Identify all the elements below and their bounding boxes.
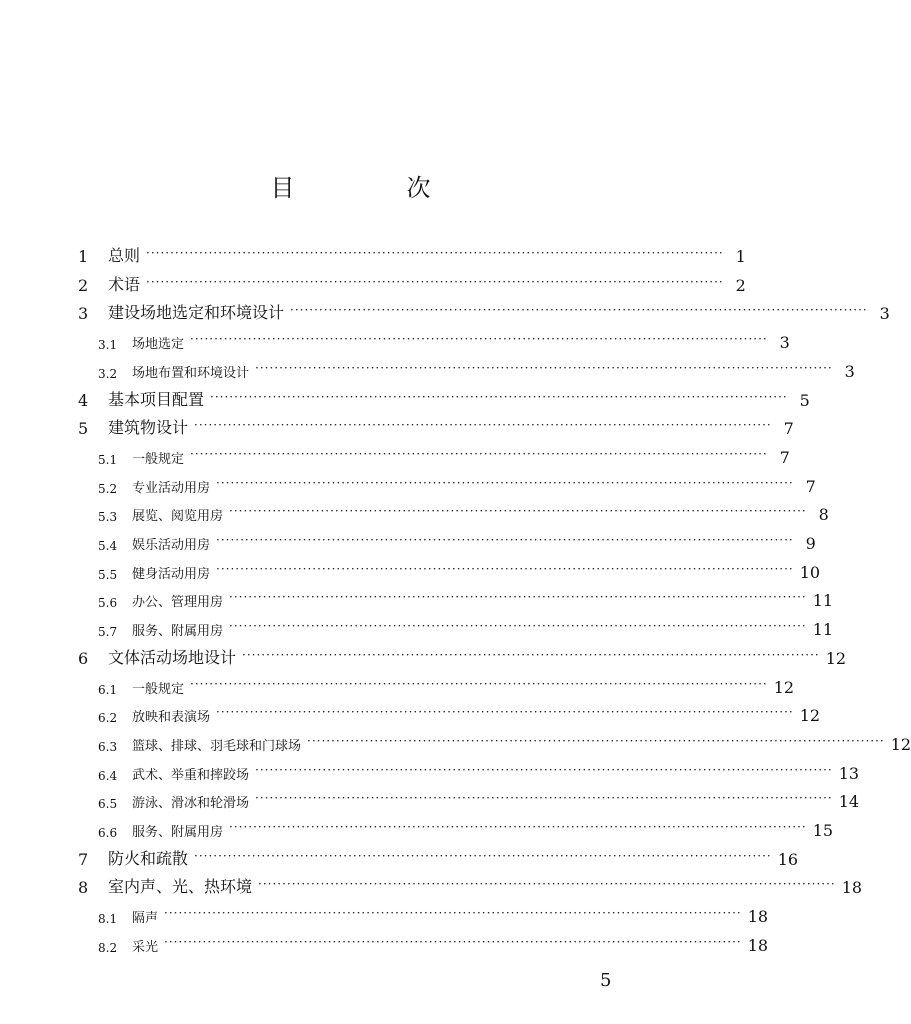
toc-chapter-entry[interactable] (78, 642, 847, 668)
toc-entry-title: 基本项目配置 (108, 390, 205, 409)
toc-leader-dots: ························································································································ (255, 763, 833, 777)
toc-entry-number: 6.6 (98, 826, 118, 840)
toc-entry-title: 场地布置和环境设计 (132, 366, 250, 381)
toc-section-entry[interactable] (78, 613, 834, 639)
toc-entry-title: 建筑物设计 (108, 418, 189, 437)
toc-chapter-entry[interactable] (78, 871, 863, 897)
toc-section-entry[interactable] (78, 929, 769, 955)
toc-entry-number: 6.3 (98, 740, 118, 754)
toc-entry-number: 5.7 (98, 625, 118, 639)
toc-entry-number: 6.2 (98, 711, 118, 725)
toc-entry-number: 1 (78, 247, 89, 266)
toc-entry-title: 场地选定 (132, 337, 185, 352)
toc-entry-page: 16 (777, 850, 799, 869)
toc-entry-title: 健身活动用房 (132, 567, 211, 582)
toc-section-entry[interactable] (78, 527, 816, 553)
toc-leader-dots: ························································································································ (194, 849, 772, 863)
toc-entry-page: 11 (812, 620, 834, 639)
toc-section-entry[interactable] (78, 584, 834, 610)
toc-entry-title: 一般规定 (132, 682, 185, 697)
page-title: 目 次 (270, 174, 475, 202)
toc-entry-page: 15 (812, 821, 834, 840)
toc-leader-dots: ························································································································ (216, 562, 794, 576)
toc-entry-number: 5.4 (98, 539, 118, 553)
toc-leader-dots: ························································································································ (229, 619, 807, 633)
toc-leader-dots: ························································································································ (255, 361, 833, 375)
toc-entry-title: 放映和表演场 (132, 710, 211, 725)
toc-entry-number: 6.4 (98, 769, 118, 783)
toc-entry-page: 3 (779, 333, 790, 352)
toc-entry-title: 术语 (108, 275, 141, 294)
toc-section-entry[interactable] (78, 671, 795, 697)
toc-entry-number: 8.2 (98, 941, 118, 955)
toc-entry-title: 采光 (132, 940, 159, 955)
toc-chapter-entry[interactable] (78, 843, 799, 869)
toc-section-entry[interactable] (78, 355, 855, 381)
toc-section-entry[interactable] (78, 326, 790, 352)
toc-leader-dots: ························································································································ (258, 877, 836, 891)
toc-chapter-entry[interactable] (78, 412, 794, 438)
toc-entry-page: 18 (841, 878, 863, 897)
toc-leader-dots: ························································································································ (216, 476, 794, 490)
toc-leader-dots: ························································································································ (242, 648, 820, 662)
toc-entry-page: 7 (779, 448, 790, 467)
toc-entry-title: 娱乐活动用房 (132, 538, 211, 553)
toc-entry-page: 12 (799, 706, 821, 725)
toc-entry-page: 18 (747, 907, 769, 926)
toc-entry-title: 隔声 (132, 911, 159, 926)
toc-entry-number: 5.2 (98, 482, 118, 496)
toc-leader-dots: ························································································································ (229, 504, 807, 518)
toc-section-entry[interactable] (78, 441, 790, 467)
toc-leader-dots: ························································································································ (229, 590, 807, 604)
toc-entry-number: 3.2 (98, 367, 118, 381)
toc-section-entry[interactable] (78, 699, 821, 725)
toc-section-entry[interactable] (78, 785, 860, 811)
toc-entry-number: 6 (78, 649, 89, 668)
toc-entry-number: 3.1 (98, 338, 118, 352)
page-number: 5 (600, 970, 612, 991)
toc-entry-title: 服务、附属用房 (132, 825, 224, 840)
toc-entry-page: 5 (799, 391, 810, 410)
toc-leader-dots: ························································································································ (190, 332, 768, 346)
toc-leader-dots: ························································································································ (190, 677, 768, 691)
toc-entry-number: 6.5 (98, 797, 118, 811)
toc-entry-number: 3 (78, 304, 89, 323)
toc-entry-number: 5.3 (98, 510, 118, 524)
toc-leader-dots: ························································································································ (164, 906, 742, 920)
toc-entry-number: 8 (78, 878, 89, 897)
toc-leader-dots: ························································································································ (229, 820, 807, 834)
toc-entry-page: 12 (825, 649, 847, 668)
toc-leader-dots: ························································································································ (190, 447, 768, 461)
toc-entry-title: 室内声、光、热环境 (108, 877, 253, 896)
toc-section-entry[interactable] (78, 498, 829, 524)
toc-entry-number: 8.1 (98, 912, 118, 926)
toc-entry-page: 2 (735, 276, 746, 295)
toc-entry-title: 展览、阅览用房 (132, 509, 224, 524)
toc-entry-page: 12 (773, 678, 795, 697)
toc-entry-title: 服务、附属用房 (132, 624, 224, 639)
toc-entry-number: 7 (78, 850, 89, 869)
toc-leader-dots: ························································································································ (216, 705, 794, 719)
toc-entry-number: 2 (78, 276, 89, 295)
toc-entry-page: 7 (805, 477, 816, 496)
toc-entry-page: 1 (735, 247, 746, 266)
toc-section-entry[interactable] (78, 757, 860, 783)
toc-entry-title: 建设场地选定和环境设计 (108, 303, 285, 322)
toc-entry-page: 3 (879, 304, 890, 323)
toc-entry-title: 武术、举重和摔跤场 (132, 768, 250, 783)
toc-leader-dots: ························································································································ (194, 418, 772, 432)
toc-leader-dots: ························································································································ (210, 390, 788, 404)
toc-entry-title: 文体活动场地设计 (108, 648, 237, 667)
toc-entry-page: 12 (890, 735, 911, 754)
toc-entry-title: 总则 (108, 246, 141, 265)
toc-entry-number: 5.5 (98, 568, 118, 582)
toc-entry-page: 11 (812, 591, 834, 610)
toc-leader-dots: ························································································································ (146, 246, 724, 260)
toc-leader-dots: ························································································································ (146, 275, 724, 289)
toc-entry-title: 一般规定 (132, 452, 185, 467)
toc-section-entry[interactable] (78, 728, 911, 754)
toc-entry-number: 5 (78, 419, 89, 438)
toc-entry-page: 3 (844, 362, 855, 381)
toc-chapter-entry[interactable] (78, 297, 890, 323)
toc-leader-dots: ························································································································ (216, 533, 794, 547)
toc-entry-page: 10 (799, 563, 821, 582)
toc-entry-page: 8 (818, 505, 829, 524)
toc-entry-page: 13 (838, 764, 860, 783)
toc-section-entry[interactable] (78, 814, 834, 840)
toc-chapter-entry[interactable] (78, 269, 746, 295)
toc-entry-title: 防火和疏散 (108, 849, 189, 868)
toc-entry-number: 6.1 (98, 683, 118, 697)
toc-entry-number: 5.6 (98, 596, 118, 610)
toc-leader-dots: ························································································································ (164, 935, 742, 949)
toc-leader-dots: ························································································································ (307, 734, 885, 748)
toc-entry-number: 5.1 (98, 453, 118, 467)
toc-chapter-entry[interactable] (78, 240, 746, 266)
toc-entry-page: 14 (838, 792, 860, 811)
toc-chapter-entry[interactable] (78, 384, 810, 410)
toc-entry-title: 篮球、排球、羽毛球和门球场 (132, 739, 302, 754)
toc-entry-page: 18 (747, 936, 769, 955)
toc-entry-title: 游泳、滑冰和轮滑场 (132, 796, 250, 811)
toc-section-entry[interactable] (78, 556, 821, 582)
toc-section-entry[interactable] (78, 470, 816, 496)
toc-entry-page: 9 (805, 534, 816, 553)
toc-section-entry[interactable] (78, 900, 769, 926)
toc-leader-dots: ························································································································ (255, 791, 833, 805)
toc-leader-dots: ························································································································ (290, 303, 868, 317)
toc-entry-number: 4 (78, 391, 89, 410)
toc-entry-title: 办公、管理用房 (132, 595, 224, 610)
toc-entry-page: 7 (783, 419, 794, 438)
toc-entry-title: 专业活动用房 (132, 481, 211, 496)
